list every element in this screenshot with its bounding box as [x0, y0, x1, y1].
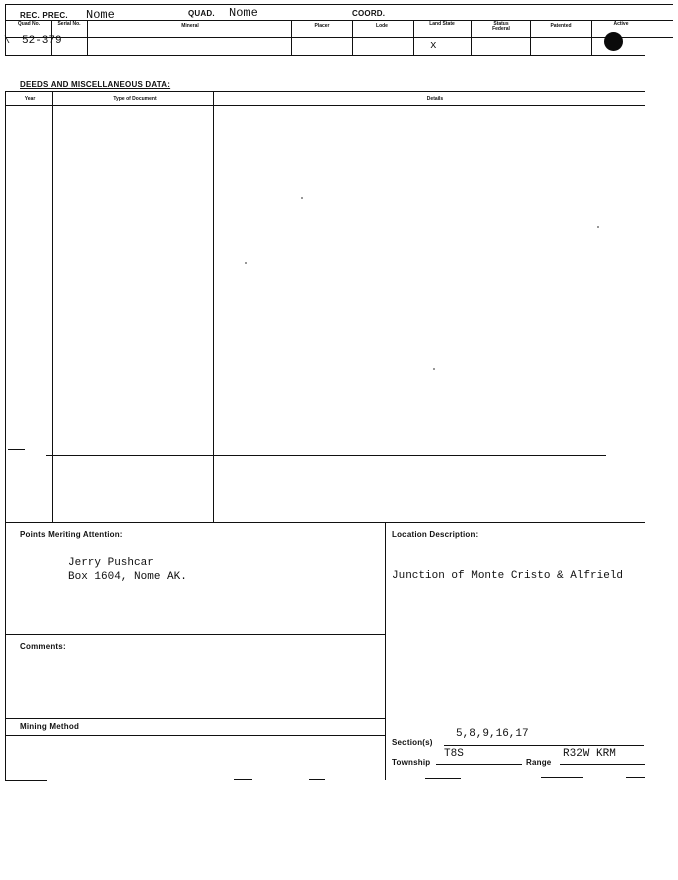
- rule: [5, 105, 645, 106]
- speck: [433, 368, 435, 370]
- rule: [52, 91, 53, 522]
- rule: [234, 779, 252, 780]
- section-label: Section(s): [392, 738, 433, 747]
- rule: [5, 91, 6, 781]
- rule: [5, 735, 385, 736]
- rule: [87, 20, 88, 55]
- rule: [5, 20, 673, 21]
- col-lode: Lode: [376, 23, 388, 29]
- section-field: [444, 728, 644, 746]
- rule: [626, 777, 645, 778]
- rule: [213, 91, 214, 522]
- rule: [5, 37, 673, 38]
- location-label: Location Description:: [392, 530, 479, 539]
- rule: [530, 20, 531, 55]
- location-value: Junction of Monte Cristo & Alfrield: [392, 570, 624, 582]
- points-line-2: Box 1604, Nome AK.: [68, 571, 187, 583]
- rec-prec-label: REC. PREC.: [20, 11, 68, 20]
- points-label: Points Meriting Attention:: [20, 530, 123, 539]
- range-label: Range: [526, 758, 552, 767]
- rule: [5, 718, 385, 719]
- coord-label: COORD.: [352, 9, 386, 18]
- rule: [5, 91, 645, 92]
- points-line-1: Jerry Pushcar: [68, 557, 154, 569]
- rule: [352, 20, 353, 55]
- comments-label: Comments:: [20, 642, 66, 651]
- quad-label: QUAD.: [188, 9, 215, 18]
- punch-hole: [604, 32, 623, 51]
- quad-no-value: 52-379: [22, 35, 62, 47]
- deeds-title: DEEDS AND MISCELLANEOUS DATA:: [20, 80, 171, 89]
- rule: [413, 20, 414, 55]
- rule: [5, 4, 6, 56]
- rule: [541, 777, 583, 778]
- rule: [425, 778, 461, 779]
- township-label: Township: [392, 758, 431, 767]
- rule: [591, 20, 592, 55]
- quad-value: Nome: [229, 6, 258, 20]
- rule: [5, 55, 645, 56]
- rule: [5, 634, 385, 635]
- mining-method-label: Mining Method: [20, 722, 80, 731]
- rule: [385, 522, 386, 780]
- speck: [597, 226, 599, 228]
- col-quad-no: Quad No.: [17, 21, 41, 27]
- row-marker: \: [4, 36, 11, 47]
- township-field: [436, 748, 522, 765]
- col-details: Details: [426, 96, 444, 102]
- speck: [245, 262, 247, 264]
- col-placer: Placer: [314, 23, 330, 29]
- range-value: R32W KRM: [563, 748, 616, 760]
- rule: [5, 522, 645, 523]
- rule: [8, 449, 25, 450]
- section-value: 5,8,9,16,17: [456, 728, 529, 740]
- rec-prec-value: Nome: [86, 8, 115, 22]
- township-value: T8S: [444, 748, 464, 760]
- speck: [301, 197, 303, 199]
- range-field: [560, 748, 645, 765]
- col-serial-no: Serial No.: [57, 21, 81, 27]
- rule: [471, 20, 472, 55]
- col-year: Year: [24, 96, 36, 102]
- col-land-state: Land State: [429, 21, 455, 27]
- col-type-of-document: Type of Document: [113, 96, 157, 102]
- rule: [5, 4, 673, 5]
- rule: [5, 780, 47, 781]
- col-patented: Patented: [550, 23, 572, 29]
- rule: [291, 20, 292, 55]
- rule: [309, 779, 325, 780]
- col-status-federal: Status Federal: [492, 21, 510, 32]
- land-state-mark: x: [430, 40, 437, 52]
- rule: [46, 455, 606, 456]
- col-mineral: Mineral: [181, 23, 199, 29]
- col-active: Active: [613, 21, 629, 27]
